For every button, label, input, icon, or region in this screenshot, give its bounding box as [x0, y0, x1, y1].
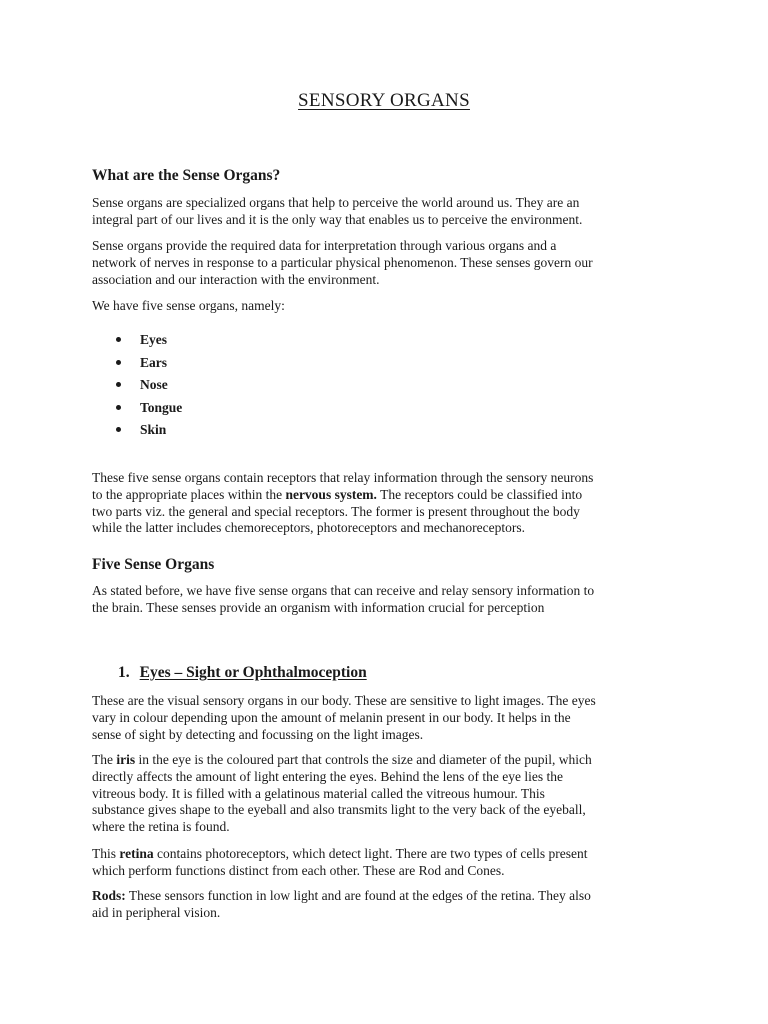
paragraph-rods: Rods: These sensors function in low light and are found at the edges of the retina. They also aid in peripheral vision. [92, 888, 591, 920]
paragraph-data-interpretation: Sense organs provide the required data for interpretation through various organs and a network of nerves in response to a particular physical phenomenon. These senses govern our association and our interaction with the environment. [92, 238, 593, 287]
paragraph-five-organs-intro: We have five sense organs, namely: [92, 298, 285, 313]
document-title: SENSORY ORGANS [298, 90, 470, 111]
heading-what-are-sense-organs: What are the Sense Organs? [92, 167, 281, 184]
paragraph-eyes-intro: These are the visual sensory organs in our body. These are sensitive to light images. The eyes vary in colour depending upon the amount of melanin present in our body. It helps in the sense of sight by detecting and focussing on the light images. [92, 693, 596, 742]
bullet-icon [116, 337, 121, 342]
paragraph-receptors: These five sense organs contain receptors that relay information through the sensory neurons to the appropriate places within the nervous system. The receptors could be classified into two parts viz. the general and special receptors. The former is present throughout the body while the latter includes chemoreceptors, photoreceptors and mechanoreceptors. [92, 470, 594, 536]
heading-eyes: 1. Eyes – Sight or Ophthalmoception [118, 664, 367, 681]
list-item: Eyes [92, 332, 182, 355]
bullet-icon [116, 427, 121, 432]
paragraph-intro: Sense organs are specialized organs that help to perceive the world around us. They are an integral part of our lives and it is the only way that enables us to perceive the environment. [92, 195, 583, 227]
heading-five-sense-organs: Five Sense Organs [92, 556, 215, 573]
list-item: Ears [92, 355, 182, 378]
paragraph-iris: The iris in the eye is the coloured part that controls the size and diameter of the pupil, which directly affects the amount of light entering the eyes. Behind the lens of the eye lies the vitreous body. It is filled with a gelatinous material called the vitreous humour. This substance gives shape to the eyeball and also transmits light to the very back of the eyeball, where the retina is found. [92, 752, 592, 835]
paragraph-retina: This retina contains photoreceptors, which detect light. There are two types of cells present which perform functions distinct from each other. These are Rod and Cones. [92, 846, 588, 878]
bullet-icon [116, 405, 121, 410]
bullet-icon [116, 382, 121, 387]
list-item: Nose [92, 377, 182, 400]
paragraph-five-sense-organs: As stated before, we have five sense organs that can receive and relay sensory information to the brain. These senses provide an organism with information crucial for perception [92, 583, 595, 615]
list-item: Skin [92, 422, 182, 445]
sense-organs-list [92, 332, 182, 445]
list-item: Tongue [92, 400, 182, 423]
bullet-icon [116, 360, 121, 365]
